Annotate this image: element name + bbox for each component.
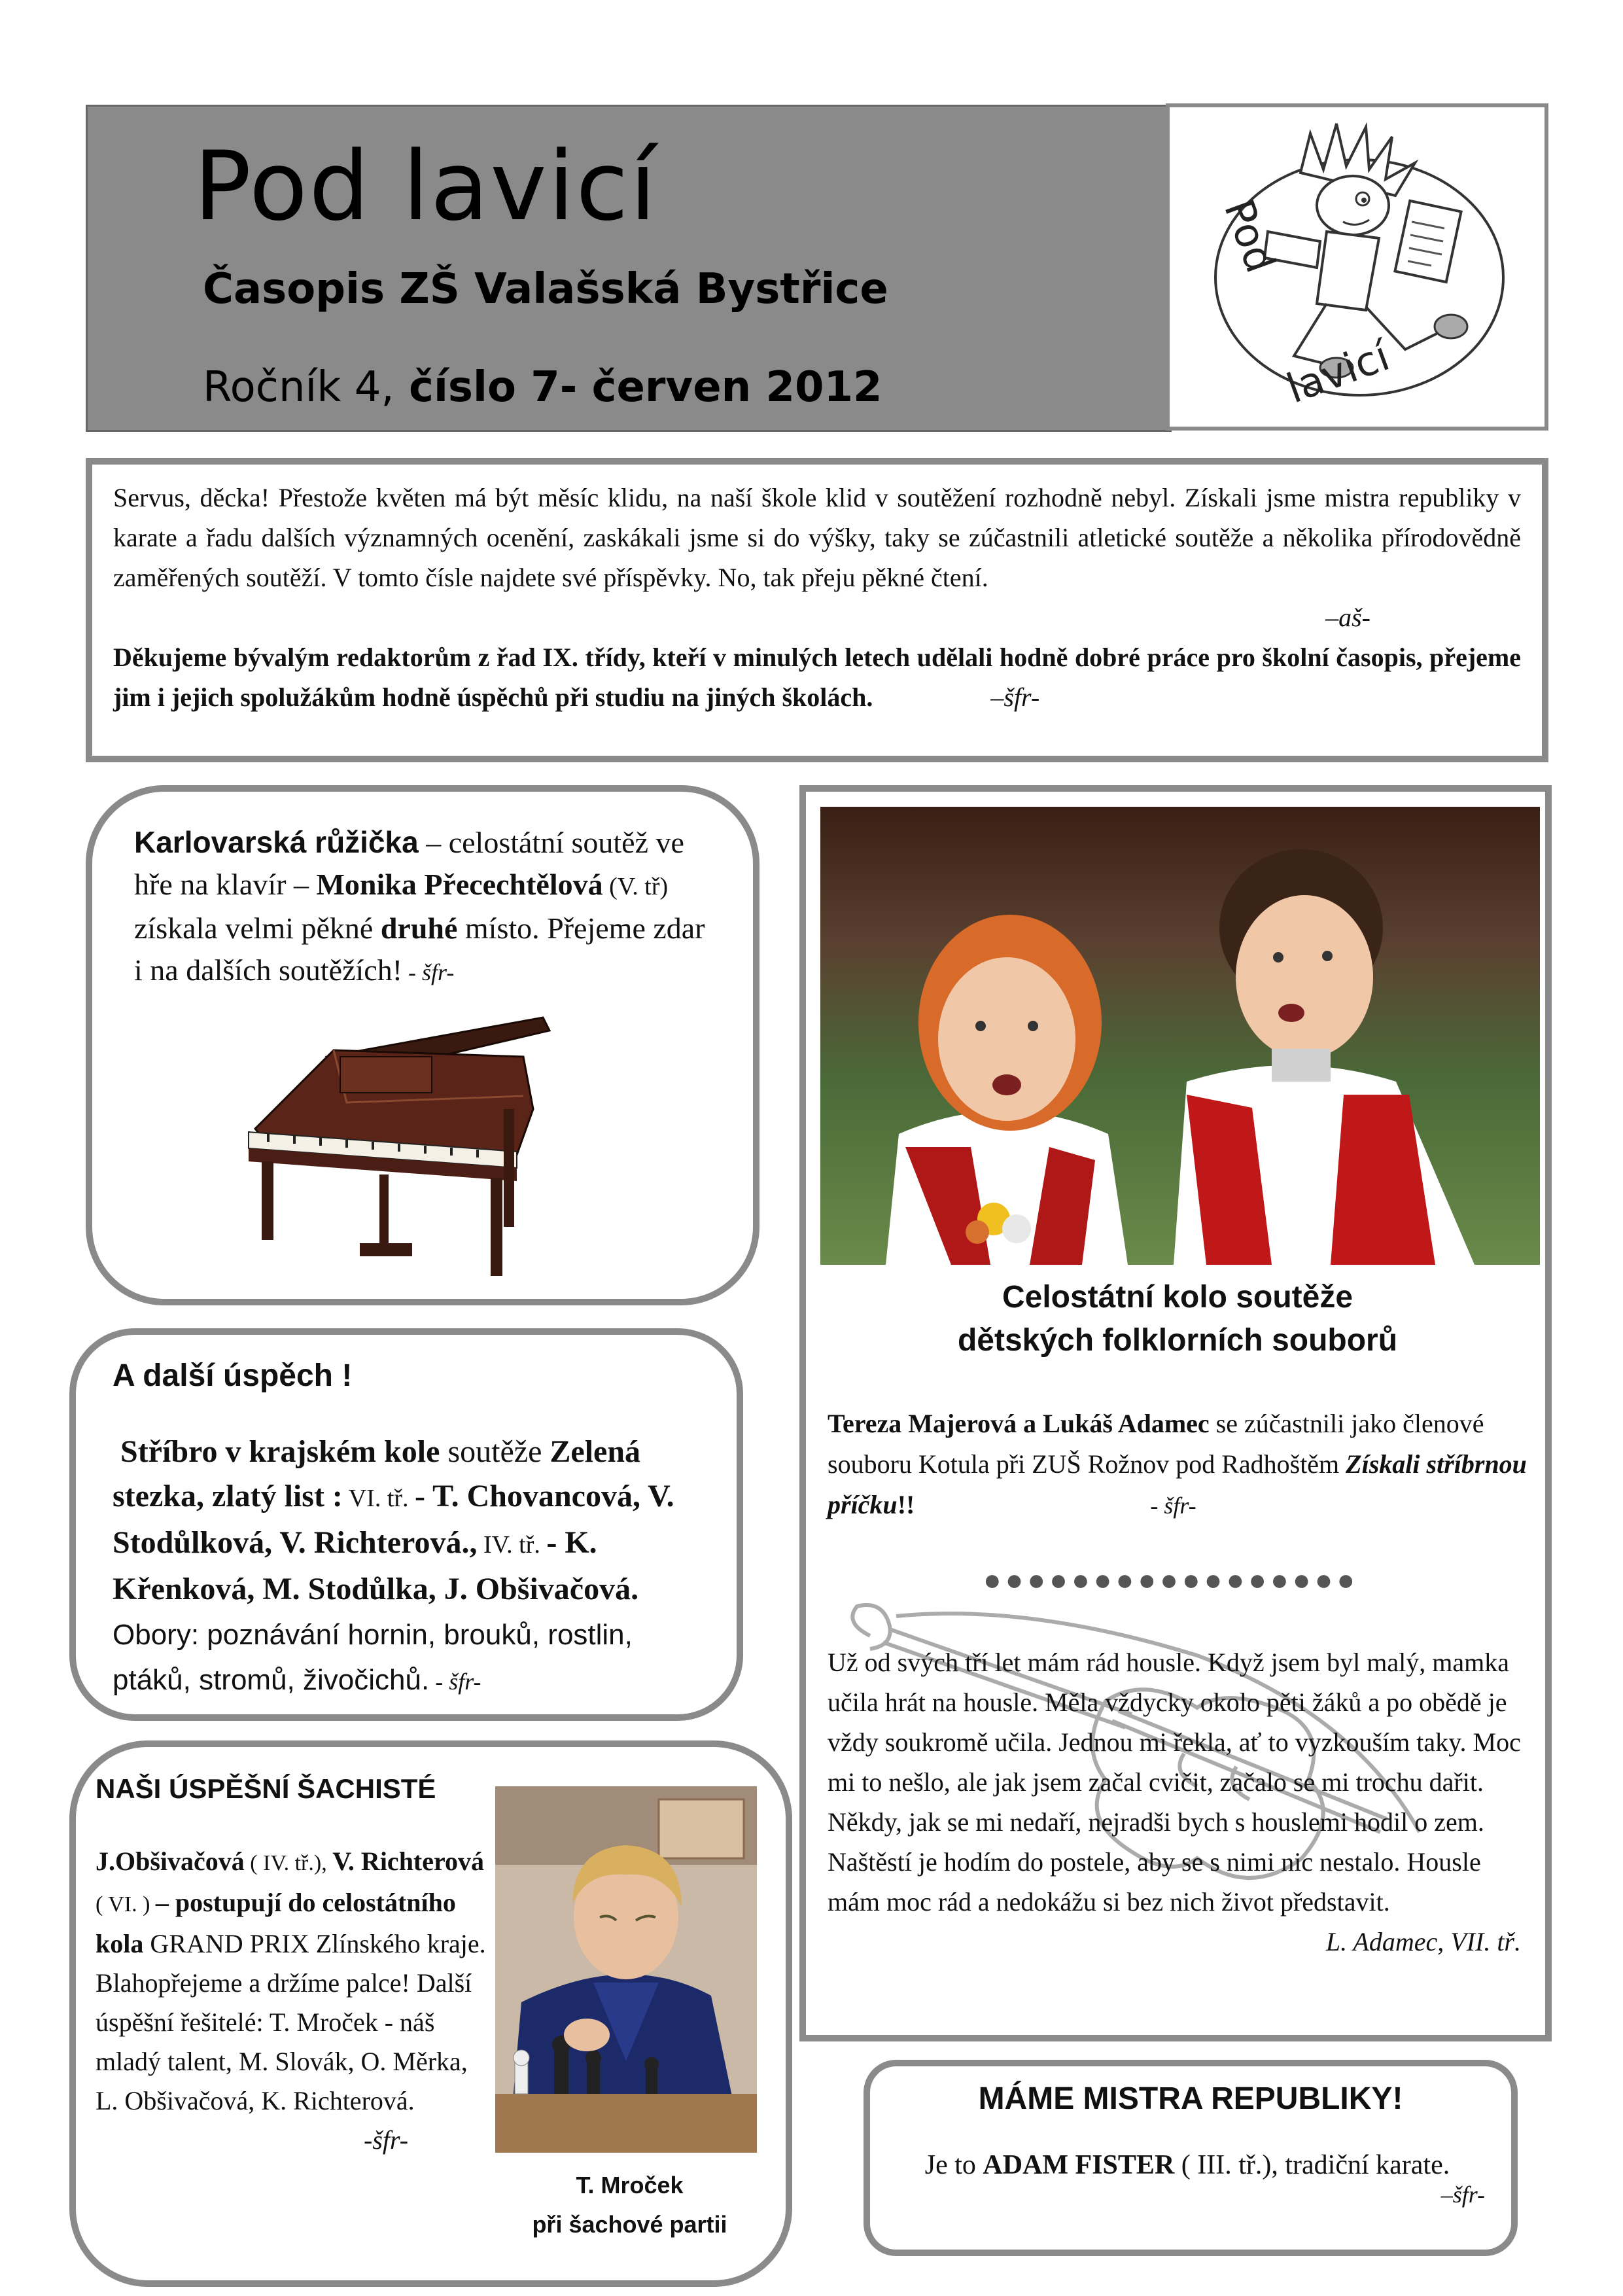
piano-article-text [134,821,710,993]
champion-signature: –šfr- [1440,2181,1485,2208]
folklore-heading-line-1: Celostátní kolo soutěže [1002,1280,1353,1315]
silver-t4: Obory: poznávání hornin, brouků, rostlin, ptáků, stromů, živočichů. [113,1619,633,1696]
champion-heading: MÁME MISTRA REPUBLIKY! [978,2081,1403,2116]
silver-t2: VI. tř. [342,1485,415,1512]
silver-b1: Stříbro v krajském kole [120,1434,440,1469]
violin-story-text: Už od svých tří let mám rád housle. Když jsem byl malý, mamka učila hrát na housle. Měla vždycky okolo pěti žáků a po obědě je vždy soukromě učila. Jednou mi řekla, ať to vyzkouším taky. Moc mi to nešlo, ale jak jsem začal cvičit, začalo se mi trochu dařit. Někdy, jak se mi nedaří, nejradši bych s houslemi hodil o zem. Naštěstí je hodím do postele, aby se s nimi nic nestalo. Housle mám moc rád a nedokážu si bez nich život představit. [828,1648,1521,1916]
folklore-exclaim: !! [897,1490,915,1519]
magazine-subtitle: Časopis ZŠ Valašská Bystřice [203,265,888,313]
folklore-signature: - šfr- [1150,1492,1196,1519]
logo-lettering-2: lavicí [1280,332,1396,413]
logo-lettering-1: Pod [1215,193,1285,279]
placement: druhé [380,911,458,945]
silver-text [113,1430,701,1704]
silver-signature: - šfr- [429,1669,481,1695]
chess-b1: J.Obšivačová [96,1846,245,1876]
piano-signature: - šfr- [402,959,455,985]
chess-photo-caption [497,2166,762,2244]
silver-t1: soutěže [440,1434,550,1469]
folklore-text [828,1404,1527,1526]
competition-name: Karlovarská růžička [134,825,419,859]
piano-text-1: – celostátní soutěž ve hře na klavír – [134,826,684,901]
chess-t3: GRAND PRIX Zlínského kraje. Blahopřejeme a držíme palce! Další úspěšní řešitelé: T. Mroček - náš mladý talent, M. Slovák, O. Měrka, L. Obšivačová, K. Richterová. [96,1929,486,2115]
chess-b3: – postupují do celostátního kola [96,1888,456,1958]
grand-piano-image [242,1011,556,1286]
folklore-singers-photo [820,807,1540,1265]
thanks-text [113,637,1521,717]
violin-signature: L. Adamec, VII. tř. [1325,1927,1521,1956]
chess-signature: -šfr- [364,2125,409,2155]
chess-caption-name: T. Mroček [576,2172,684,2199]
chess-t2: ( VI. ) [96,1892,156,1916]
magazine-logo [1170,107,1544,427]
champion-name: ADAM FISTER [983,2150,1175,2180]
student-class: (V. tř) [602,873,669,900]
silver-b2: Zelená stezka, zlatý list : [113,1434,641,1513]
student-name: Monika Přecechtělová [316,868,603,901]
piano-text-3: místo. Přejeme zdar i na dalších soutěžích! [134,911,705,987]
folklore-t1: se zúčastnili jako členové souboru Kotula při ZUŠ Rožnov pod Radhoštěm [828,1409,1484,1479]
folklore-heading [814,1276,1541,1362]
magazine-title: Pod lavicí [194,131,658,242]
folklore-award: Získali stříbrnou příčku [828,1449,1527,1519]
chess-text [96,1842,488,2160]
piano-text-2: získala velmi pěkné [134,911,381,945]
volume-number: Ročník 4, [203,363,394,412]
issue-number: číslo 7- červen 2012 [394,363,882,412]
logo-box [1166,103,1548,431]
silver-b3: - T. Chovancová, V. Stodůlková, V. Richterová., [113,1479,674,1560]
editorial-box [86,458,1548,762]
champion-text [877,2149,1498,2208]
chess-t1: ( IV. tř.), [244,1851,333,1875]
silver-t3: IV. tř. [477,1531,547,1559]
issue-info [203,363,882,412]
silver-b4: - K. Křenková, M. Stodůlka, J. Obšivačová. [113,1525,639,1606]
violin-story [828,1642,1537,1962]
chess-player-photo [495,1786,757,2153]
silver-heading: A další úspěch ! [113,1358,353,1393]
thanks-signature: –šfr- [990,682,1040,712]
champion-t2: ( III. tř.), tradiční karate. [1174,2150,1450,2180]
editorial-text: Servus, děcka! Přestože květen má být měsíc klidu, na naší škole klid v soutěžení rozhodně nebyl. Získali jsme mistra republiky v karate a řadu dalších významných ocenění, zaskákali jsme si do výšky, taky se zúčastnili atletické soutěže a několika přírodovědně zaměřených soutěží. V tomto čísle najdete své příspěvky. No, tak přeju pěkné čtení. [113,483,1521,592]
chess-caption-desc: při šachové partii [532,2211,727,2238]
thanks-body: Děkujeme bývalým redaktorům z řad IX. třídy, kteří v minulých letech udělali hodně dobré práce pro školní časopis, přejeme jim i jejich spolužákům hodně úspěchů při studiu na jiných školách. [113,643,1521,712]
folklore-names: Tereza Majerová a Lukáš Adamec [828,1409,1210,1438]
editorial-signature: –aš- [1325,603,1370,632]
chess-b2: V. Richterová [332,1846,485,1876]
folklore-heading-line-2: dětských folklorních souborů [957,1323,1398,1358]
champion-t1: Je to [924,2150,983,2180]
dotted-divider: ●●●●●●●●●●●●●●●●● [983,1563,1359,1597]
chess-heading: NAŠI ÚSPĚŠNÍ ŠACHISTÉ [96,1773,436,1804]
